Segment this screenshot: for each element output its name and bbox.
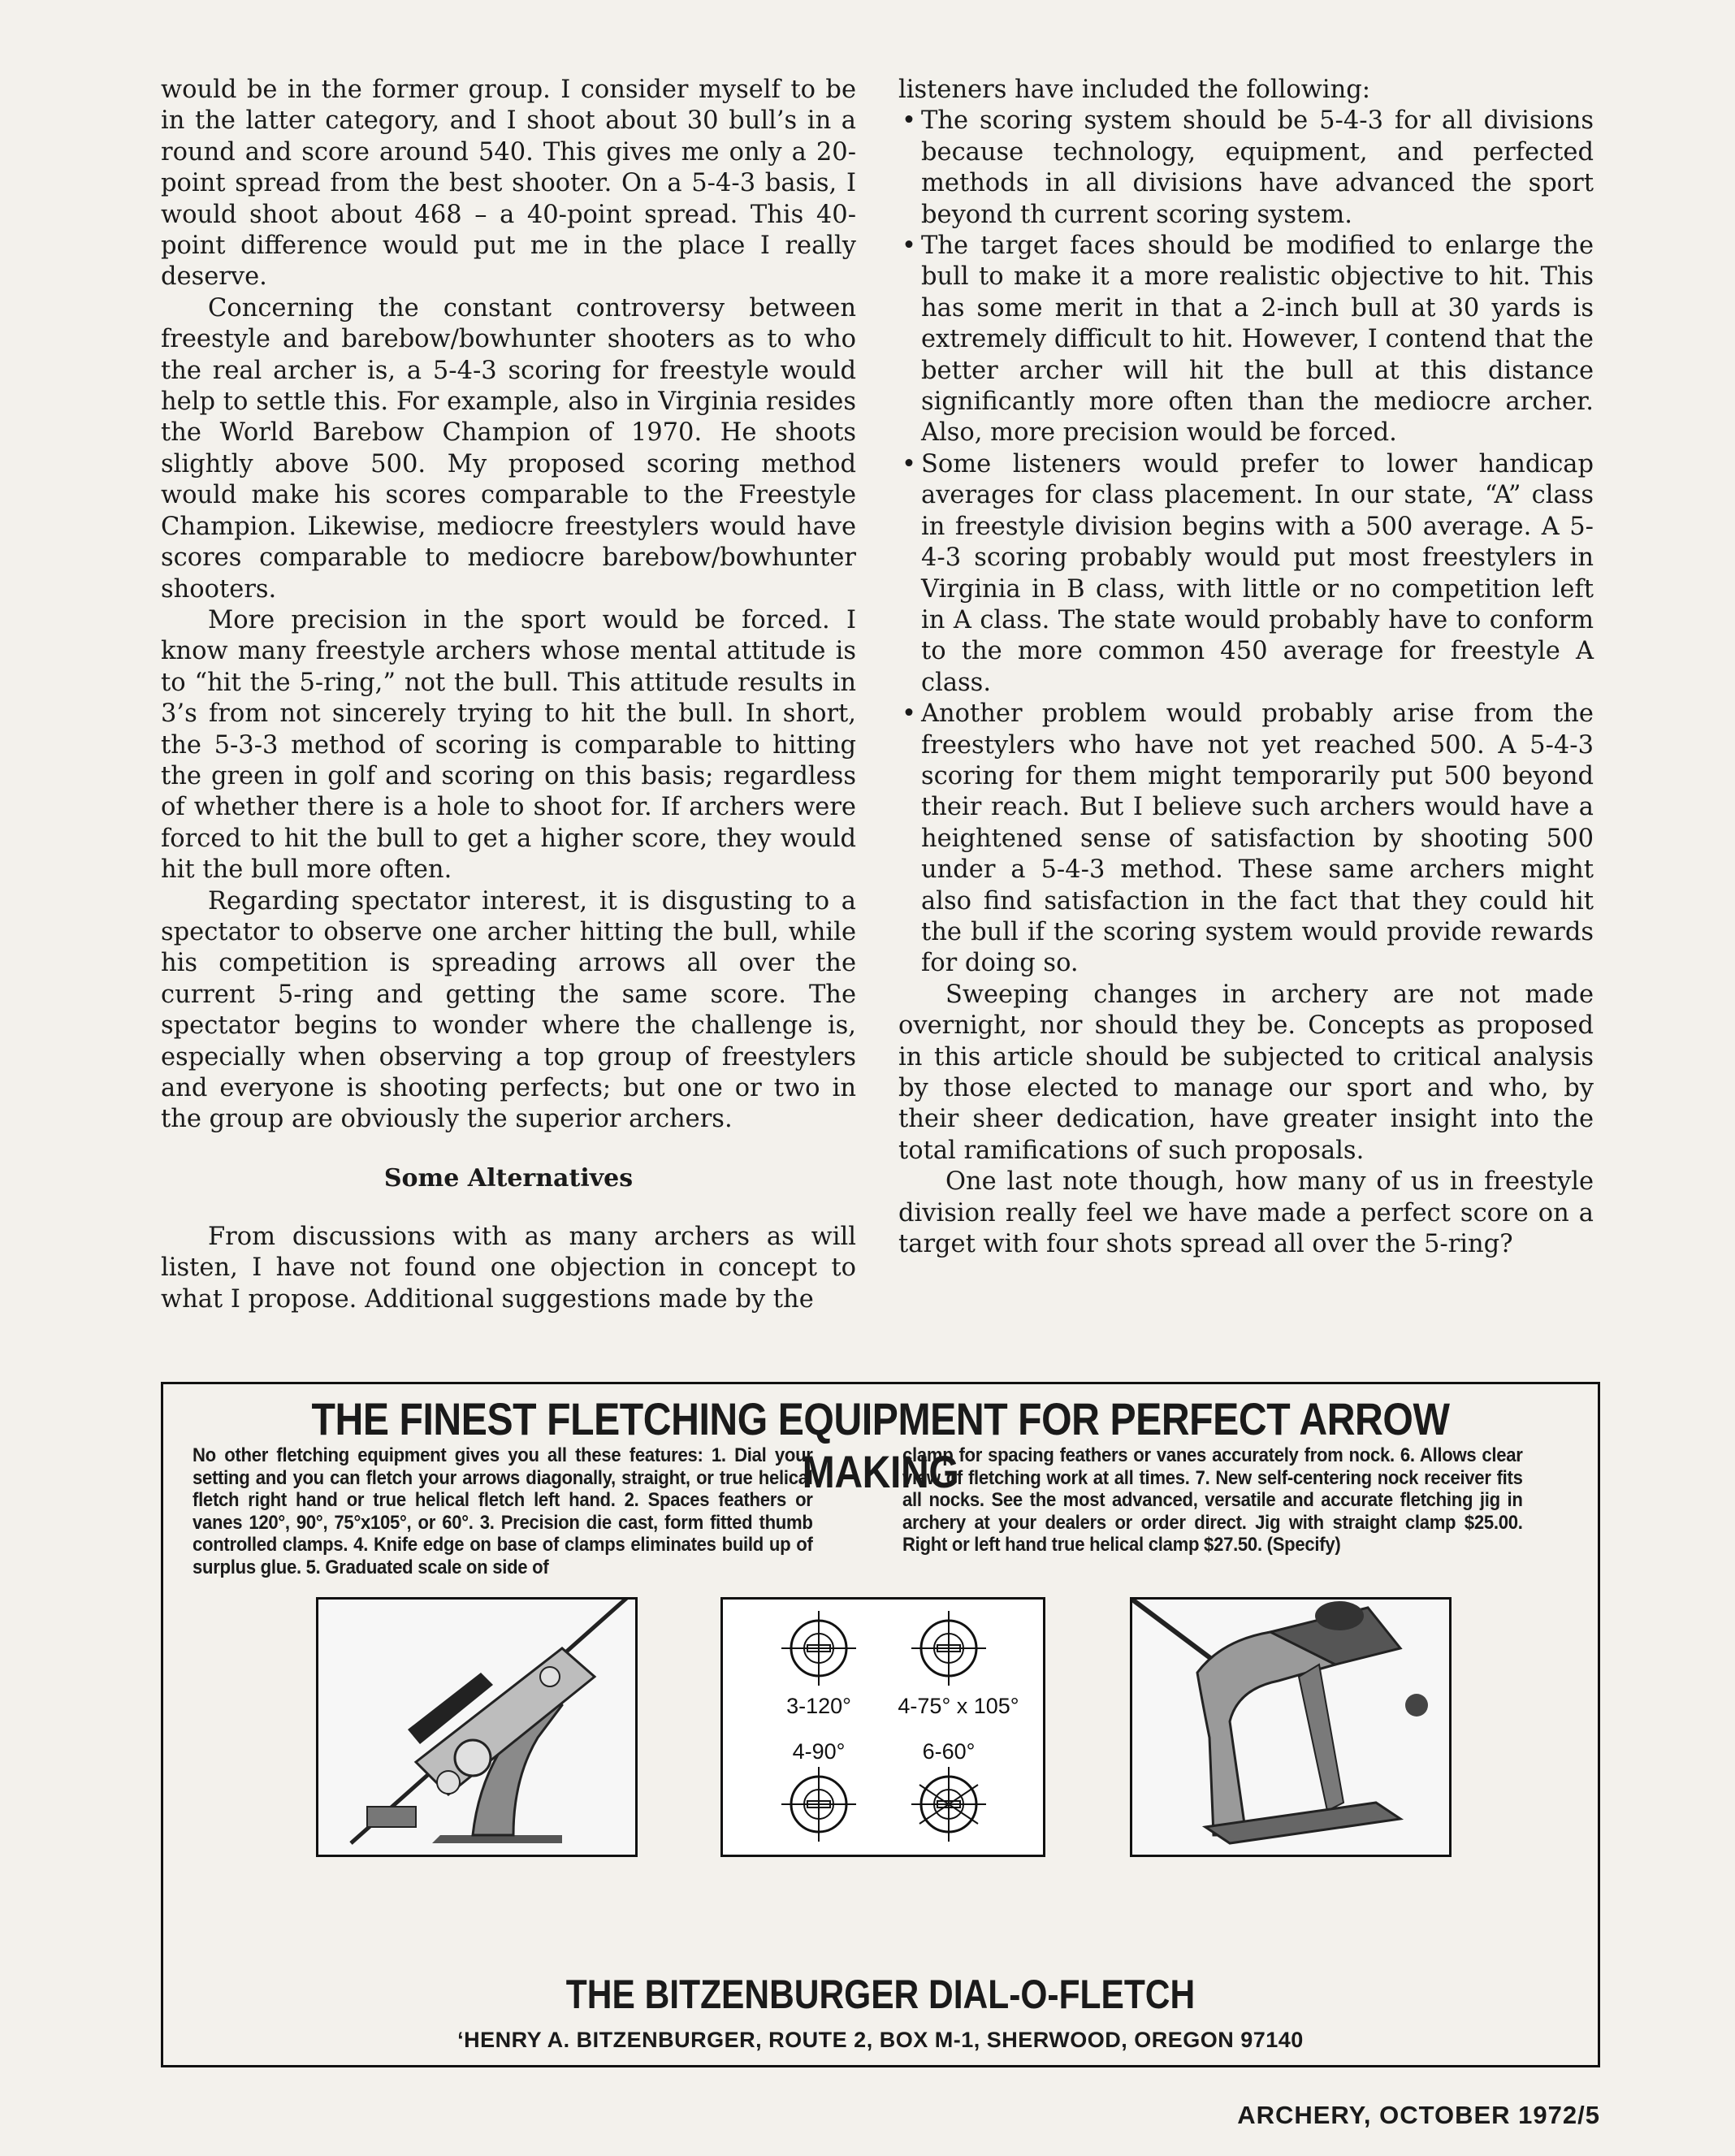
nock-diagram-90 — [781, 1767, 856, 1842]
paragraph: Sweeping changes in archery are not made overnight, nor should they be. Concepts as proposed in this article should be subjected to critical analysis by those elected to manage our sport and who, by their sheer dedication, have greater insight into the total ramifications of such proposals. — [898, 980, 1594, 1165]
left-column — [161, 75, 856, 1315]
list-item: • Another problem would probably arise from the freestylers who have not yet reached 500. A 5-4-3 scoring for them might temporarily put 500 beyond their reach. But I believe such archers would have a heightened sense of satisfaction by shooting 500 under a 5-4-3 method. These same archers might also find satisfaction in the fact that they could hit the bull if the scoring system would provide rewards for doing so. — [898, 699, 1594, 980]
paragraph: From discussions with as many archers as will listen, I have not found one objection in concept to what I propose. Additional suggestions made by the — [161, 1222, 856, 1314]
list-item: • The target faces should be modified to enlarge the bull to make it a more realistic objective to hit. This has some merit in that a 2-inch bull at 30 yards is extremely difficult to hit. However, I contend that the better archer will hit the bull at this distance significantly more often than the mediocre archer. Also, more precision would be forced. — [898, 231, 1594, 449]
nock-diagram-120 — [781, 1611, 856, 1686]
paragraph: Concerning the constant controversy between freestyle and barebow/bowhunter shooters as to who the real archer is, a 5-4-3 scoring for freestyle would help to settle this. For example, also in Virginia resides the World Barebow Champion of 1970. He shoots slightly above 500. My proposed scoring method would make his scores comparable to the Freestyle Champion. Likewise, mediocre freestylers would have scores comparable to mediocre barebow/bowhunter shooters. — [161, 293, 856, 604]
paragraph: listeners have included the following: — [898, 76, 1371, 104]
clamp-photo — [1130, 1597, 1452, 1857]
ad-body-left: No other fletching equipment gives you all these features: 1. Dial your setting and you can fletch your arrows diagonally, straight, or true helical fletch right hand or true helical fletch left hand. 2. Spaces feathers or vanes 120°, 90°, 75°x105°, or 60°. 3. Precision die cast, form fitted thumb controlled clamps. 4. Knife edge on base of clamps eliminates build up of surplus glue. 5. Graduated scale on side of — [193, 1444, 813, 1578]
advertisement — [161, 1382, 1600, 2067]
suggestion-list — [898, 106, 1594, 979]
company-address: ‘HENRY A. BITZENBURGER, ROUTE 2, BOX M-1, SHERWOOD, OREGON 97140 — [457, 2028, 1304, 2052]
nock-diagram-60 — [911, 1767, 986, 1842]
section-heading: Some Alternatives — [383, 1163, 634, 1193]
fletching-jig-photo — [316, 1597, 638, 1857]
paragraph: One last note though, how many of us in freestyle division really feel we have made a perfect score on a target with four shots spread all over the 5-ring? — [898, 1167, 1594, 1259]
spacing-diagram-graphic — [723, 1600, 1043, 1855]
page-footer: ARCHERY, OCTOBER 1972/5 — [1237, 2101, 1600, 2129]
diagram-label: 4-75° x 105° — [898, 1694, 1019, 1718]
spacing-diagram — [720, 1597, 1045, 1857]
fletching-jig-illustration — [318, 1600, 635, 1855]
diagram-label: 4-90° — [792, 1739, 846, 1764]
product-name: THE BITZENBURGER DIAL-O-FLETCH — [565, 1972, 1196, 2017]
ad-headline: THE FINEST FLETCHING EQUIPMENT FOR PERFECT ARROW MAKING — [311, 1393, 1450, 1497]
list-item: • Some listeners would prefer to lower handicap averages for class placement. In our state, “A” class in freestyle division begins with a 500 average. A 5-4-3 scoring probably would put most freestylers in Virginia in B class, with little or no competition left in A class. The state would probably have to conform to the more common 450 average for freestyle A class. — [898, 449, 1594, 699]
paragraph: Regarding spectator interest, it is disgusting to a spectator to observe one archer hitting the bull, while his competition is spreading arrows all over the current 5-ring and getting the same score. The spectator begins to wonder where the challenge is, especially when observing a top group of freestylers and everyone is shooting perfects; but one or two in the group are obviously the superior archers. — [161, 886, 856, 1134]
clamp-illustration — [1132, 1600, 1449, 1855]
diagram-label: 6-60° — [922, 1739, 976, 1764]
list-item: • The scoring system should be 5-4-3 for all divisions because technology, equipment, and perfected methods in all divisions have advanced the sport beyond th current scoring system. — [898, 106, 1594, 231]
nock-diagram-75-105 — [911, 1611, 986, 1686]
diagram-label: 3-120° — [786, 1694, 851, 1718]
right-column — [898, 75, 1594, 1260]
paragraph: More precision in the sport would be forced. I know many freestyle archers whose mental attitude is to “hit the 5-ring,” not the bull. This attitude results in 3’s from not sincerely trying to hit the bull. In short, the 5-3-3 method of scoring is comparable to hitting the green in golf and scoring on this basis; regardless of whether there is a hole to shoot for. If archers were forced to hit the bull to get a higher score, they would hit the bull more often. — [161, 605, 856, 885]
ad-body-right: clamp for spacing feathers or vanes accurately from nock. 6. Allows clear view of fletching work at all times. 7. New self-centering nock receiver fits all nocks. See the most advanced, versatile and accurate fletching jig in archery at your dealers or order direct. Jig with straight clamp $25.00. Right or left hand true helical clamp $27.50. (Specify) — [902, 1444, 1523, 1556]
paragraph: would be in the former group. I consider myself to be in the latter category, and I shoot about 30 bull’s in a round and score around 540. This gives me only a 20-point spread from the best shooter. On a 5-4-3 basis, I would shoot about 468 – a 40-point spread. This 40-point difference would put me in the place I really deserve. — [161, 76, 856, 292]
